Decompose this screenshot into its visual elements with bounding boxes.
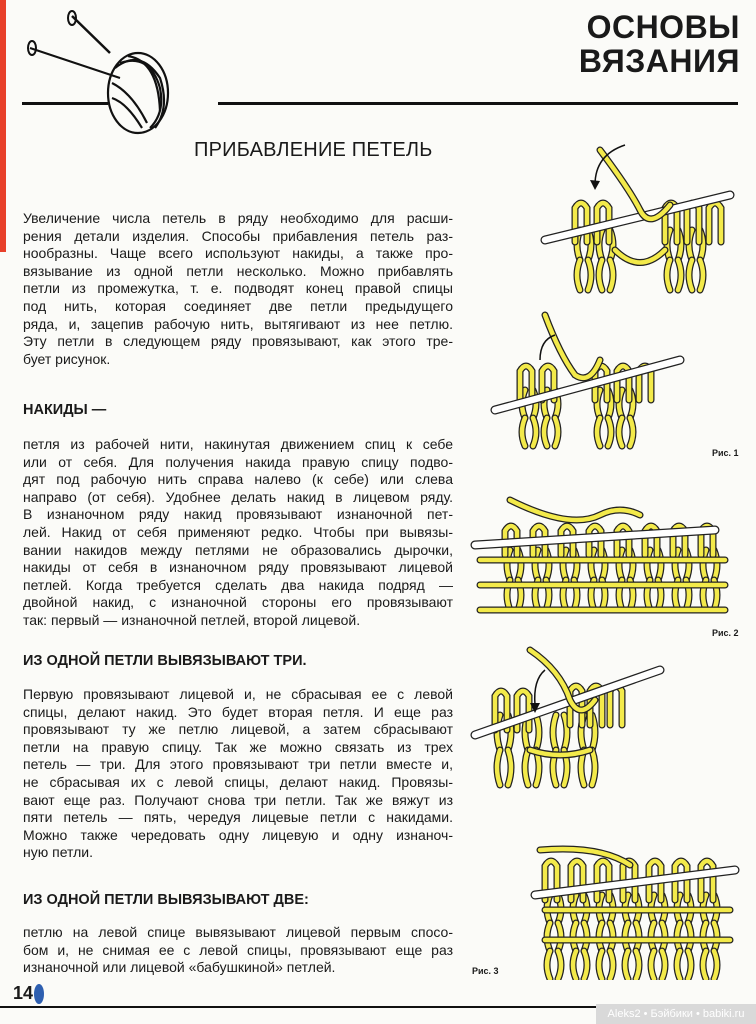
arrow-icon	[535, 670, 545, 705]
text-line: Увеличение числа петель в ряду необходимо для расши-	[23, 210, 453, 226]
yarn-strand	[625, 951, 639, 979]
yarn-strand	[667, 260, 681, 290]
title-line-1: ОСНОВЫ	[586, 9, 740, 45]
text-line: или от себя. Для получения накида правую спицу подво-	[23, 453, 453, 470]
heading-three-from-one: ИЗ ОДНОЙ ПЕТЛИ ВЫВЯЗЫВАЮТ ТРИ.	[23, 653, 307, 669]
text-line: направо (от себя). Удобнее делать накид в лицевом ряду.	[23, 488, 453, 505]
text-line: дят под рабочую нить справа налево (к себе) или слева	[23, 471, 453, 488]
text-line: не сбрасывая их с левой спицы, делают накид. Провязы-	[23, 773, 453, 790]
page-title	[579, 10, 740, 78]
yarn-strand	[599, 951, 613, 979]
text-line: рения детали изделия. Способы прибавления петель раз-	[23, 227, 453, 244]
yarn-strand	[597, 418, 611, 446]
yarn-strand	[553, 715, 567, 750]
text-line: под нить, которая соединяет две петли предыдущего	[23, 297, 453, 314]
yarn-strand	[677, 951, 691, 979]
text-line: бует рисунок.	[23, 350, 111, 367]
text-line: вают еще раз. Получают снова три петли. Так же вяжут из	[23, 791, 453, 808]
page-number: 14	[13, 983, 34, 1003]
intro-paragraph	[23, 210, 453, 368]
text-line: вании накидов между петлями не образовались дырочки,	[23, 541, 453, 558]
section-subtitle: ПРИБАВЛЕНИЕ ПЕТЕЛЬ	[194, 139, 433, 161]
figure-3-top-illustration	[470, 645, 670, 795]
text-line: Можно также чередовать одну лицевую и одну изнаноч-	[23, 826, 453, 843]
yarn-overs-paragraph	[23, 436, 453, 630]
text-line: вязывание из одной петли несколько. Можно прибавлять	[23, 262, 453, 279]
figure-1-bottom-illustration	[490, 310, 690, 450]
figure-2-illustration	[470, 490, 735, 620]
heading-yarn-overs: НАКИДЫ —	[23, 402, 107, 418]
heading-two-from-one: ИЗ ОДНОЙ ПЕТЛИ ВЫВЯЗЫВАЮТ ДВЕ:	[23, 892, 309, 908]
text-line: накиды от себя в изнаночном ряду провязывают лицевой	[23, 559, 453, 576]
text-line: лей. Накид от себя применяют редко. Чтобы при вывязы-	[23, 523, 453, 540]
yarn-strand	[544, 418, 558, 446]
text-line: петли из промежутка, т. е. подводят конец правой спицы	[23, 280, 453, 297]
text-line: петлю на левой спице вывязывают лицевой первым спосо-	[23, 924, 453, 940]
yarn-strand	[547, 951, 561, 979]
yarn-strand	[689, 260, 703, 290]
text-line: нообразны. Чаще всего используют накиды, а также про-	[23, 245, 453, 262]
text-line: Эту петли в следующем ряду провязывают, как этого тре-	[23, 333, 453, 350]
two-from-one-paragraph	[23, 924, 453, 977]
text-line: спицы, делают накид. Это будет вторая петля. И еще раз	[23, 703, 453, 720]
three-from-one-paragraph	[23, 686, 453, 862]
yarn-strand	[577, 260, 591, 290]
yarn-strand	[651, 951, 665, 979]
yarn-ball-logo-icon	[20, 8, 170, 138]
watermark: Aleks2 • Бэйбики • babiki.ru	[596, 1004, 756, 1024]
header-rule-right	[218, 102, 738, 105]
text-line: петлей. Когда требуется сделать два накида подряд —	[23, 576, 453, 593]
text-line: ряда, и, зацепив рабочую нить, вытягивают из нее петлю.	[23, 315, 453, 332]
text-line: провязывают ту же петлю лицевой, а затем сбрасывают	[23, 721, 453, 738]
yarn-strand	[709, 203, 721, 242]
figure-3-bottom-illustration	[530, 840, 740, 980]
text-line: Первую провязывают лицевой и, не сбрасывая ее с левой	[23, 686, 453, 702]
accent-strip	[0, 0, 6, 252]
figure-1-top-illustration	[540, 140, 740, 310]
yarn-strand	[573, 951, 587, 979]
yarn-strand	[497, 750, 511, 785]
text-line: так: первый — изнаночной петлей, второй лицевой.	[23, 611, 361, 628]
needle	[475, 530, 715, 545]
text-line: петли на правую спицу. Так же можно связать из трех	[23, 738, 453, 755]
text-line: изнаночной или лицевой «бабушкиной» петлей.	[23, 959, 336, 976]
yarn-strand	[522, 418, 536, 446]
text-line: двойной накид, с изнаночной стороны его провязывают	[23, 594, 453, 611]
text-line: петель — три. Для этого провязывают три петли вместе и,	[23, 756, 453, 773]
text-line: пяти петель — пять, чередуя лицевые петли с накидами.	[23, 809, 453, 826]
yarn-strand	[599, 260, 613, 290]
text-line: петля из рабочей нити, накинутая движением спиц к себе	[23, 436, 453, 452]
arrow-head-icon	[590, 180, 600, 190]
header-rule-left	[22, 102, 108, 105]
yarn-strand	[703, 951, 717, 979]
figure-1-caption: Рис. 1	[712, 448, 739, 458]
yarn-strand	[619, 418, 633, 446]
page-number-ornament	[34, 984, 44, 1004]
figure-3-caption: Рис. 3	[472, 966, 499, 976]
figure-2-caption: Рис. 2	[712, 628, 739, 638]
title-line-2: ВЯЗАНИЯ	[578, 43, 740, 79]
yarn-strand	[610, 686, 622, 725]
text-line: ную петли.	[23, 844, 94, 861]
text-line: В изнаночном ряду накид провязывают изнаночной пет-	[23, 506, 453, 523]
text-line: бом и, не снимая ее с левой спицы, провязывают еще раз	[23, 941, 453, 958]
